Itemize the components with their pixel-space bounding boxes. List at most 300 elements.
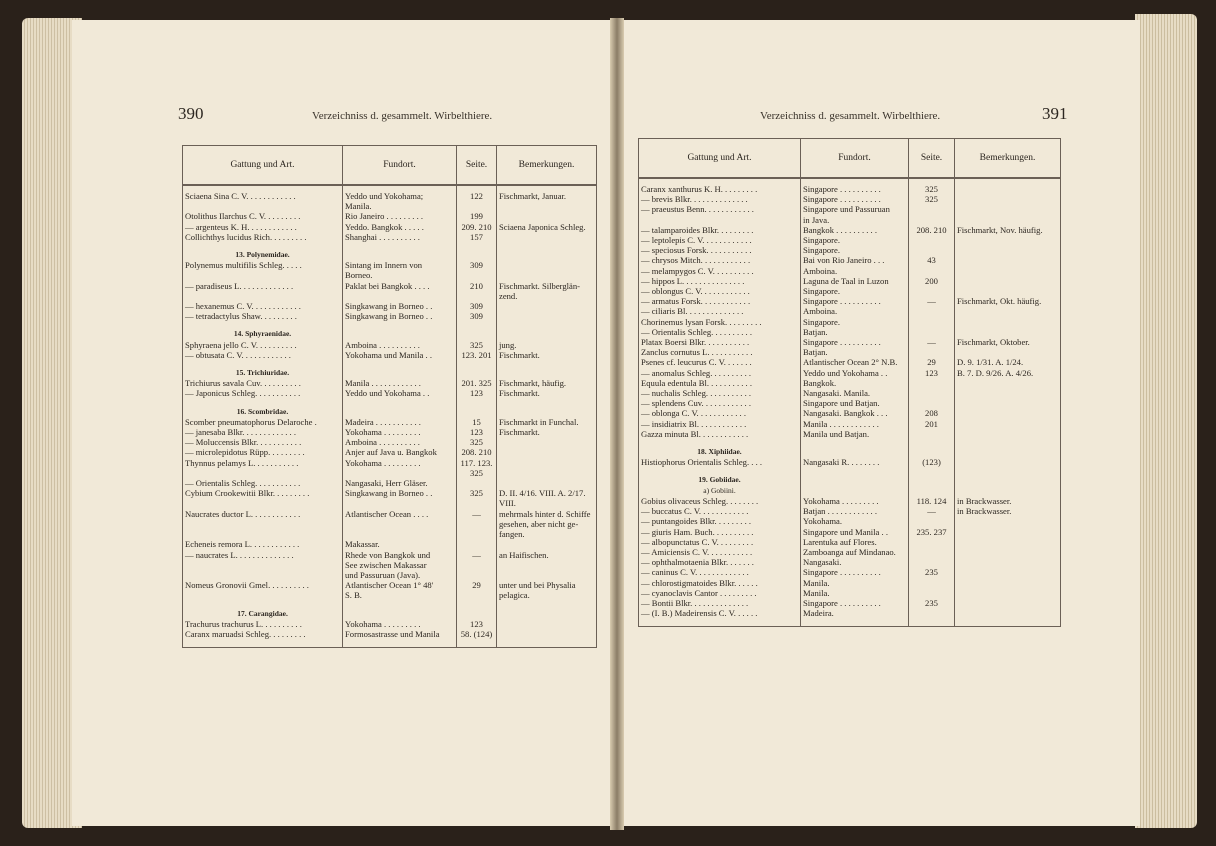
species-cell: — chlorostigmatoides Blkr. . . . . . [639,578,801,588]
running-head: Verzeichniss d. gesammelt. Wirbelthiere. [312,110,493,122]
species-cell: Zanclus cornutus L. . . . . . . . . . . [639,347,801,357]
table-row [639,398,1061,408]
locality-cell: Atlantischer Ocean 2° N.B. [801,357,909,367]
species-cell: Polynemus multifilis Schleg. . . . . [183,260,343,270]
page-cell: 199 [457,211,497,221]
species-cell: — (I. B.) Madeirensis C. V. . . . . . [639,608,801,618]
page-cell [909,608,955,618]
page-cell: 123 [457,427,497,437]
page-cell: 325 [457,488,497,498]
page-cell: — [457,550,497,560]
species-cell: — caninus C. V. . . . . . . . . . . . . [639,567,801,577]
species-cell: — insidiatrix Bl. . . . . . . . . . . . [639,419,801,429]
locality-cell: Nangasaki, Herr Gläser. [343,478,457,488]
remarks-cell [497,260,597,270]
table-row [639,255,1061,265]
species-cell: — ciliaris Bl. . . . . . . . . . . . . . [639,306,801,316]
table-row [639,276,1061,286]
page-cell: 325 [909,178,955,194]
page-cell [909,235,955,245]
page-cell: 235 [909,598,955,608]
locality-cell: Amboina. [801,306,909,316]
species-table [638,138,1061,627]
family-heading: 19. Gobiidae. [639,467,801,485]
table-row [639,408,1061,418]
remarks-cell [497,201,597,211]
species-cell: Naucrates ductor L. . . . . . . . . . . . [183,509,343,519]
page-cell [457,519,497,529]
remarks-cell [497,311,597,321]
remarks-cell [955,598,1061,608]
locality-cell: Yokohama . . . . . . . . . [343,458,457,468]
species-cell: Nomeus Gronovii Gmel. . . . . . . . . . [183,580,343,590]
species-cell: — obtusata C. V. . . . . . . . . . . . [183,350,343,360]
remarks-cell [955,588,1061,598]
locality-cell: in Java. [801,215,909,225]
species-cell: Sciaena Sina C. V. . . . . . . . . . . . [183,185,343,201]
running-head: Verzeichniss d. gesammelt. Wirbelthiere. [760,110,941,122]
remarks-cell [955,567,1061,577]
locality-cell: Singapore . . . . . . . . . . [801,598,909,608]
remarks-cell [955,457,1061,467]
remarks-cell: an Haifischen. [497,550,597,560]
remarks-cell [955,578,1061,588]
species-cell: Psenes cf. leucurus C. V. . . . . . . [639,357,801,367]
species-cell: Caranx xanthurus K. H. . . . . . . . . [639,178,801,194]
page-cell [457,590,497,600]
empty-cell [343,321,457,339]
page-cell: 43 [909,255,955,265]
locality-cell: Manila. [801,578,909,588]
col-header-page: Seite. [457,146,497,186]
empty-cell [801,439,909,457]
page-cell [909,588,955,598]
table-row [183,437,597,447]
locality-cell: Borneo. [343,270,457,280]
table-row [183,580,597,590]
species-cell: — talamparoides Blkr. . . . . . . . . [639,225,801,235]
empty-cell [497,399,597,417]
remarks-cell [955,245,1061,255]
species-cell: — leptolepis C. V. . . . . . . . . . . . [639,235,801,245]
table-row [639,337,1061,347]
page-cell [909,388,955,398]
empty-cell [955,486,1061,496]
locality-cell: See zwischen Makassar [343,560,457,570]
locality-cell: Manila und Batjan. [801,429,909,439]
locality-cell: Amboina . . . . . . . . . . [343,340,457,350]
page-cell: 209. 210 [457,222,497,232]
remarks-cell [955,276,1061,286]
table-row [183,590,597,600]
species-cell: Otolithus Ilarchus C. V. . . . . . . . . [183,211,343,221]
page-cell [457,529,497,539]
locality-cell: Singapore. [801,245,909,255]
page-cell: 123 [457,619,497,629]
species-cell: — puntangoides Blkr. . . . . . . . . [639,516,801,526]
species-cell: — Amiciensis C. V. . . . . . . . . . . [639,547,801,557]
table-row [639,317,1061,327]
table-row [183,478,597,488]
locality-cell: Yokohama. [801,516,909,526]
page-cell [909,317,955,327]
table-row [639,419,1061,429]
left-page [72,20,614,826]
species-cell: Trichiurus savala Cuv. . . . . . . . . . [183,378,343,388]
locality-cell: Singapore . . . . . . . . . . [801,178,909,194]
locality-cell: Nangasaki. Manila. [801,388,909,398]
species-cell: — nuchalis Schleg. . . . . . . . . . . [639,388,801,398]
remarks-cell: Fischmarkt in Funchal. [497,417,597,427]
table-row [639,388,1061,398]
locality-cell: Singkawang in Borneo . . [343,488,457,498]
table-row [183,232,597,242]
page-cell [457,498,497,508]
table-row [639,506,1061,516]
table-row [639,496,1061,506]
remarks-cell [497,437,597,447]
remarks-cell [955,327,1061,337]
empty-cell [457,601,497,619]
species-cell: — giuris Ham. Buch. . . . . . . . . . [639,527,801,537]
remarks-cell [955,286,1061,296]
table-row [183,529,597,539]
table-row [639,194,1061,204]
locality-cell [343,291,457,301]
page-cell [909,398,955,408]
col-header-remarks: Bemerkungen. [497,146,597,186]
page-cell: 157 [457,232,497,242]
locality-cell: Yeddo und Yokohama . . [343,388,457,398]
remarks-cell: mehrmals hinter d. Schiffe [497,509,597,519]
remarks-cell [497,619,597,629]
page-cell [909,378,955,388]
locality-cell: Laguna de Taal in Luzon [801,276,909,286]
locality-cell: Madeira. [801,608,909,618]
table-row [639,368,1061,378]
empty-cell [801,467,909,485]
empty-cell [497,360,597,378]
remarks-cell [955,215,1061,225]
page-cell: (123) [909,457,955,467]
remarks-cell [955,266,1061,276]
remarks-cell [497,468,597,478]
page-cell: 325 [909,194,955,204]
locality-cell: Bangkok . . . . . . . . . . [801,225,909,235]
table-row [639,286,1061,296]
remarks-cell: jung. [497,340,597,350]
locality-cell: Manila. [801,588,909,598]
table-row [183,211,597,221]
page-cell [457,270,497,280]
species-cell: — Moluccensis Blkr. . . . . . . . . . . [183,437,343,447]
table-row [183,281,597,291]
locality-cell: Atlantischer Ocean . . . . [343,509,457,519]
locality-cell: Manila . . . . . . . . . . . . [801,419,909,429]
locality-cell [343,529,457,539]
locality-cell: Atlantischer Ocean 1° 48' [343,580,457,590]
locality-cell: Nangasaki. [801,557,909,567]
remarks-cell: pelagica. [497,590,597,600]
table-row [183,311,597,321]
empty-cell [639,618,801,627]
locality-cell: Batjan. [801,347,909,357]
page-cell: 123. 201 [457,350,497,360]
empty-cell [457,321,497,339]
locality-cell: Singapore und Passuruan [801,204,909,214]
locality-cell: Bangkok. [801,378,909,388]
locality-cell: Manila. [343,201,457,211]
species-cell: — chrysos Mitch. . . . . . . . . . . . [639,255,801,265]
species-cell: Histiophorus Orientalis Schleg. . . . [639,457,801,467]
remarks-cell: Fischmarkt, Januar. [497,185,597,201]
remarks-cell: D. II. 4/16. VIII. A. 2/17. [497,488,597,498]
page-cell [909,578,955,588]
locality-cell: Anjer auf Java u. Bangkok [343,447,457,457]
table-row [183,550,597,560]
species-cell: — brevis Blkr. . . . . . . . . . . . . . [639,194,801,204]
species-cell: Chorinemus lysan Forsk. . . . . . . . . [639,317,801,327]
locality-cell: Singapore und Manila . . [801,527,909,537]
remarks-cell [955,378,1061,388]
species-cell: — anomalus Schleg. . . . . . . . . . [639,368,801,378]
locality-cell: Amboina. [801,266,909,276]
species-table [182,145,597,648]
table-row [183,260,597,270]
table-row [183,458,597,468]
remarks-cell: in Brackwasser. [955,496,1061,506]
locality-cell: Nangasaki. Bangkok . . . [801,408,909,418]
page-cell: 309 [457,301,497,311]
remarks-cell: Fischmarkt, häufig. [497,378,597,388]
species-cell: — argenteus K. H. . . . . . . . . . . . [183,222,343,232]
remarks-cell [955,527,1061,537]
page-cell: 58. (124) [457,629,497,639]
species-cell [183,468,343,478]
locality-cell [343,468,457,478]
family-heading: 18. Xiphiidae. [639,439,801,457]
remarks-cell [955,537,1061,547]
page-cell: 208 [909,408,955,418]
locality-cell: Singapore. [801,317,909,327]
page-cell [909,306,955,316]
table-row [183,417,597,427]
family-heading: 17. Carangidae. [183,601,343,619]
species-cell: Sphyraena jello C. V. . . . . . . . . . [183,340,343,350]
page-cell [909,516,955,526]
remarks-cell: Fischmarkt. [497,388,597,398]
table-row [183,498,597,508]
species-cell [183,201,343,211]
remarks-cell: unter und bei Physalia [497,580,597,590]
page-cell: 29 [909,357,955,367]
locality-cell: Bai von Rio Janeiro . . . [801,255,909,265]
locality-cell: Yeddo und Yokohama . . [801,368,909,378]
table-row [183,488,597,498]
remarks-cell [955,388,1061,398]
page-cell [457,201,497,211]
table-row [639,225,1061,235]
locality-cell: Shanghai . . . . . . . . . . [343,232,457,242]
locality-cell: Yeddo. Bangkok . . . . . [343,222,457,232]
remarks-cell [955,194,1061,204]
species-cell: Collichthys lucidus Rich. . . . . . . . . [183,232,343,242]
species-cell: — microlepidotus Rüpp. . . . . . . . . [183,447,343,457]
table-row [639,537,1061,547]
page-cell: 29 [457,580,497,590]
remarks-cell [955,235,1061,245]
page-cell: 325 [457,468,497,478]
species-cell: — oblonga C. V. . . . . . . . . . . . [639,408,801,418]
species-cell: — melampygos C. V. . . . . . . . . . [639,266,801,276]
locality-cell: Singapore und Batjan. [801,398,909,408]
page-cell: 122 [457,185,497,201]
table-row [639,547,1061,557]
species-cell: Caranx maruadsi Schleg. . . . . . . . . [183,629,343,639]
table-row [183,447,597,457]
locality-cell: Yeddo und Yokohama; [343,185,457,201]
locality-cell: Paklat bei Bangkok . . . . [343,281,457,291]
empty-cell [909,618,955,627]
species-cell: — hexanemus C. V. . . . . . . . . . . . [183,301,343,311]
page-cell: — [457,509,497,519]
table-row [183,570,597,580]
remarks-cell [955,547,1061,557]
remarks-cell [497,629,597,639]
empty-cell [343,360,457,378]
empty-cell [497,639,597,648]
locality-cell: Batjan . . . . . . . . . . . . [801,506,909,516]
family-row [639,439,1061,457]
table-row [639,327,1061,337]
locality-cell: Amboina . . . . . . . . . . [343,437,457,447]
remarks-cell: zend. [497,291,597,301]
species-cell [183,498,343,508]
col-header-remarks: Bemerkungen. [955,139,1061,179]
species-cell: Trachurus trachurus L. . . . . . . . . . [183,619,343,629]
remarks-cell [955,255,1061,265]
empty-cell [457,399,497,417]
remarks-cell [497,539,597,549]
locality-cell: Formosastrasse und Manila [343,629,457,639]
species-cell: Gazza minuta Bl. . . . . . . . . . . . [639,429,801,439]
locality-cell: S. B. [343,590,457,600]
remarks-cell [955,419,1061,429]
locality-cell [343,498,457,508]
table-row [639,516,1061,526]
family-row [183,321,597,339]
table-row [639,215,1061,225]
remarks-cell: gesehen, aber nicht ge- [497,519,597,529]
page-cell: 309 [457,260,497,270]
family-row [183,242,597,260]
remarks-cell [955,429,1061,439]
page-cell [909,327,955,337]
family-row [183,399,597,417]
page-cell: 201. 325 [457,378,497,388]
page-cell: 117. 123. [457,458,497,468]
species-cell: Thynnus pelamys L. . . . . . . . . . . [183,458,343,468]
species-cell: — paradiseus L. . . . . . . . . . . . . [183,281,343,291]
right-page-edges [1135,14,1197,828]
empty-cell [343,601,457,619]
species-cell [183,590,343,600]
table-row [183,509,597,519]
page-cell [457,478,497,488]
book-spine [610,18,624,830]
family-row [183,360,597,378]
page-cell [909,204,955,214]
species-cell [183,560,343,570]
empty-cell [183,639,343,648]
species-cell: Scomber pneumatophorus Delaroche . [183,417,343,427]
locality-cell: Yokohama . . . . . . . . . [801,496,909,506]
page-cell: 325 [457,437,497,447]
table-row [183,350,597,360]
table-row [639,266,1061,276]
table-row [639,235,1061,245]
empty-cell [457,639,497,648]
empty-cell [955,439,1061,457]
remarks-cell [955,347,1061,357]
remarks-cell [955,317,1061,327]
locality-cell: Yokohama und Manila . . [343,350,457,360]
table-row [639,567,1061,577]
page-cell [909,547,955,557]
empty-cell [497,321,597,339]
remarks-cell [497,458,597,468]
locality-cell: und Passuruan (Java). [343,570,457,580]
empty-cell [955,467,1061,485]
species-cell: — cyanoclavis Cantor . . . . . . . . . [639,588,801,598]
empty-cell [801,618,909,627]
species-cell: Equula edentula Bl. . . . . . . . . . . [639,378,801,388]
page-cell: 325 [457,340,497,350]
species-cell: — tetradactylus Shaw. . . . . . . . . [183,311,343,321]
empty-cell [457,360,497,378]
remarks-cell: Fischmarkt. [497,350,597,360]
species-cell: — ophthalmotaenia Blkr. . . . . . . [639,557,801,567]
col-header-species: Gattung und Art. [183,146,343,186]
table-row [639,588,1061,598]
table-row [183,185,597,201]
col-header-page: Seite. [909,139,955,179]
remarks-cell [955,408,1061,418]
locality-cell: Singkawang in Borneo . . [343,311,457,321]
remarks-cell [497,560,597,570]
locality-cell: Yokohama . . . . . . . . . [343,619,457,629]
page-cell: 123 [909,368,955,378]
empty-cell [955,618,1061,627]
page-cell [909,429,955,439]
col-header-locality: Fundort. [801,139,909,179]
table-row [183,427,597,437]
species-cell: — Bontii Blkr. . . . . . . . . . . . . . [639,598,801,608]
table-row [639,245,1061,255]
subfamily-heading: a) Gobiini. [639,486,801,496]
species-cell: — speciosus Forsk. . . . . . . . . . . [639,245,801,255]
species-cell: Echeneis remora L. . . . . . . . . . . . [183,539,343,549]
remarks-cell: Fischmarkt. Silberglän- [497,281,597,291]
locality-cell [343,519,457,529]
species-cell: — armatus Forsk. . . . . . . . . . . . [639,296,801,306]
empty-cell [497,601,597,619]
species-cell: — splendens Cuv. . . . . . . . . . . . [639,398,801,408]
remarks-cell [955,557,1061,567]
page-cell: 208. 210 [909,225,955,235]
table-row [183,378,597,388]
empty-cell [343,242,457,260]
